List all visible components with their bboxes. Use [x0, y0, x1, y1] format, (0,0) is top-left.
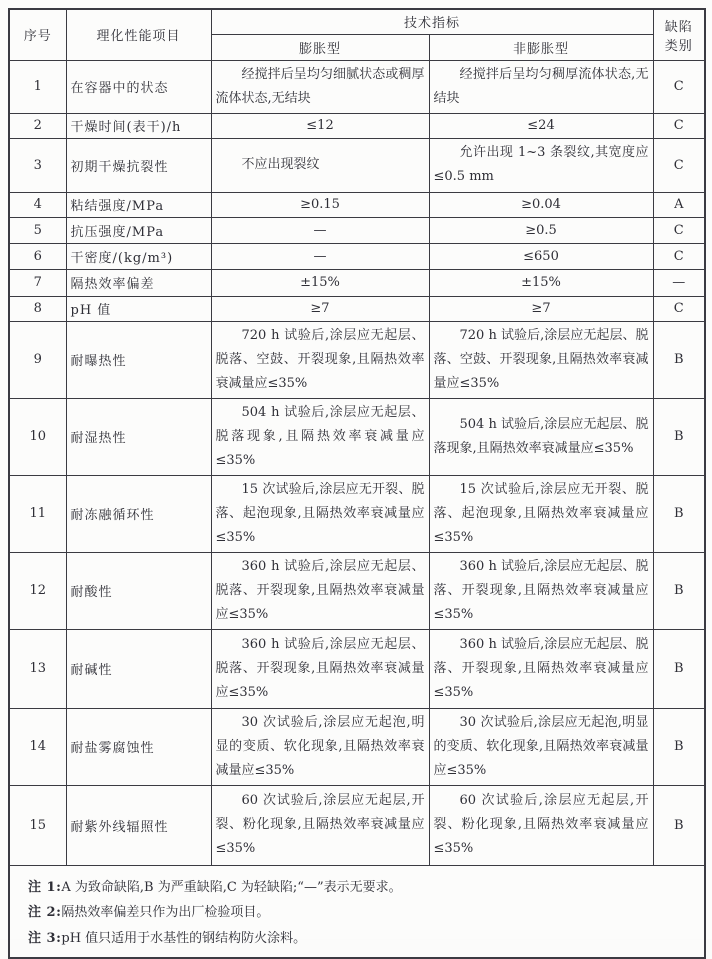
cell-non-expansion: 允许出现 1~3 条裂纹,其宽度应≤0.5 mm — [429, 138, 653, 192]
cell-defect: C — [653, 138, 705, 192]
table-row — [9, 192, 705, 217]
table-notes — [9, 865, 705, 958]
cell-item: 初期干燥抗裂性 — [66, 138, 211, 192]
cell-defect: B — [653, 708, 705, 785]
cell-serial: 11 — [9, 475, 66, 552]
note-1-text: A 为致命缺陷,B 为严重缺陷,C 为轻缺陷;“—”表示无要求。 — [61, 879, 402, 895]
table-row — [9, 60, 705, 113]
cell-item: 耐曝热性 — [66, 321, 211, 398]
cell-item: 粘结强度/MPa — [66, 192, 211, 217]
cell-serial: 12 — [9, 552, 66, 629]
cell-defect: — — [653, 269, 705, 296]
cell-non-expansion: 15 次试验后,涂层应无开裂、脱落、起泡现象,且隔热效率衰减量应≤35% — [429, 475, 653, 552]
cell-defect: C — [653, 296, 705, 321]
cell-serial: 7 — [9, 269, 66, 296]
cell-expansion: 360 h 试验后,涂层应无起层、脱落、开裂现象,且隔热效率衰减量应≤35% — [211, 629, 429, 708]
cell-serial: 8 — [9, 296, 66, 321]
cell-expansion: 360 h 试验后,涂层应无起层、脱落、开裂现象,且隔热效率衰减量应≤35% — [211, 552, 429, 629]
cell-serial: 1 — [9, 60, 66, 113]
cell-expansion: ≤12 — [211, 113, 429, 138]
cell-item: 耐碱性 — [66, 629, 211, 708]
cell-expansion: — — [211, 217, 429, 243]
cell-item: 抗压强度/MPa — [66, 217, 211, 243]
cell-item: 耐湿热性 — [66, 398, 211, 475]
notes-row — [9, 865, 705, 958]
cell-defect: B — [653, 629, 705, 708]
cell-defect: A — [653, 192, 705, 217]
cell-expansion: ≥0.15 — [211, 192, 429, 217]
table-row — [9, 321, 705, 398]
cell-serial: 3 — [9, 138, 66, 192]
cell-defect: B — [653, 475, 705, 552]
table-row — [9, 398, 705, 475]
cell-expansion: 720 h 试验后,涂层应无起层、脱落、空鼓、开裂现象,且隔热效率衰减量应≤35% — [211, 321, 429, 398]
cell-serial: 4 — [9, 192, 66, 217]
note-1 — [28, 875, 694, 901]
cell-non-expansion: 360 h 试验后,涂层应无起层、脱落、开裂现象,且隔热效率衰减量应≤35% — [429, 629, 653, 708]
cell-serial: 2 — [9, 113, 66, 138]
header-serial: 序号 — [9, 9, 66, 60]
header-row-1 — [9, 9, 705, 34]
cell-expansion: 15 次试验后,涂层应无开裂、脱落、起泡现象,且隔热效率衰减量应≤35% — [211, 475, 429, 552]
note-3-text: pH 值只适用于水基性的钢结构防火涂料。 — [61, 930, 307, 946]
cell-item: 干密度/(kg/m³) — [66, 243, 211, 269]
header-non-expansion: 非膨胀型 — [429, 34, 653, 60]
cell-expansion: 504 h 试验后,涂层应无起层、脱落现象,且隔热效率衰减量应≤35% — [211, 398, 429, 475]
table-row — [9, 475, 705, 552]
cell-serial: 10 — [9, 398, 66, 475]
table-row — [9, 296, 705, 321]
cell-item: 耐盐雾腐蚀性 — [66, 708, 211, 785]
cell-defect: C — [653, 113, 705, 138]
cell-serial: 6 — [9, 243, 66, 269]
cell-defect: B — [653, 552, 705, 629]
cell-defect: B — [653, 785, 705, 865]
cell-non-expansion: ≥0.5 — [429, 217, 653, 243]
table-row — [9, 217, 705, 243]
table-row — [9, 243, 705, 269]
cell-non-expansion: ≤24 — [429, 113, 653, 138]
cell-item: 在容器中的状态 — [66, 60, 211, 113]
cell-item: 隔热效率偏差 — [66, 269, 211, 296]
cell-defect: B — [653, 398, 705, 475]
spec-table — [8, 8, 706, 959]
cell-serial: 9 — [9, 321, 66, 398]
note-3 — [28, 926, 694, 952]
table-row — [9, 785, 705, 865]
cell-expansion: — — [211, 243, 429, 269]
cell-defect: C — [653, 243, 705, 269]
cell-serial: 14 — [9, 708, 66, 785]
cell-non-expansion: ≥0.04 — [429, 192, 653, 217]
cell-expansion: 30 次试验后,涂层应无起泡,明显的变质、软化现象,且隔热效率衰减量应≤35% — [211, 708, 429, 785]
header-defect: 缺陷类别 — [653, 9, 705, 60]
note-3-label: 注 3: — [28, 930, 62, 946]
cell-expansion: ±15% — [211, 269, 429, 296]
cell-non-expansion: 720 h 试验后,涂层应无起层、脱落、空鼓、开裂现象,且隔热效率衰减量应≤35% — [429, 321, 653, 398]
note-2 — [28, 900, 694, 926]
cell-expansion: 不应出现裂纹 — [211, 138, 429, 192]
cell-defect: B — [653, 321, 705, 398]
cell-non-expansion: ≤650 — [429, 243, 653, 269]
note-1-label: 注 1: — [28, 879, 62, 895]
cell-non-expansion: ≥7 — [429, 296, 653, 321]
table-row — [9, 138, 705, 192]
cell-defect: C — [653, 60, 705, 113]
table-row — [9, 629, 705, 708]
cell-non-expansion: 360 h 试验后,涂层应无起层、脱落、开裂现象,且隔热效率衰减量应≤35% — [429, 552, 653, 629]
cell-defect: C — [653, 217, 705, 243]
cell-item: 干燥时间(表干)/h — [66, 113, 211, 138]
cell-non-expansion: 504 h 试验后,涂层应无起层、脱落现象,且隔热效率衰减量应≤35% — [429, 398, 653, 475]
cell-expansion: ≥7 — [211, 296, 429, 321]
cell-serial: 5 — [9, 217, 66, 243]
header-tech: 技术指标 — [211, 9, 653, 34]
cell-item: 耐冻融循环性 — [66, 475, 211, 552]
header-item: 理化性能项目 — [66, 9, 211, 60]
header-expansion: 膨胀型 — [211, 34, 429, 60]
table-row — [9, 113, 705, 138]
note-2-text: 隔热效率偏差只作为出厂检验项目。 — [61, 905, 270, 920]
table-row — [9, 269, 705, 296]
cell-expansion: 60 次试验后,涂层应无起层,开裂、粉化现象,且隔热效率衰减量应≤35% — [211, 785, 429, 865]
cell-item: 耐酸性 — [66, 552, 211, 629]
note-2-label: 注 2: — [28, 905, 62, 920]
table-row — [9, 552, 705, 629]
cell-item: pH 值 — [66, 296, 211, 321]
cell-expansion: 经搅拌后呈均匀细腻状态或稠厚流体状态,无结块 — [211, 60, 429, 113]
cell-non-expansion: 30 次试验后,涂层应无起泡,明显的变质、软化现象,且隔热效率衰减量应≤35% — [429, 708, 653, 785]
cell-non-expansion: 经搅拌后呈均匀稠厚流体状态,无结块 — [429, 60, 653, 113]
table-row — [9, 708, 705, 785]
cell-non-expansion: 60 次试验后,涂层应无起层,开裂、粉化现象,且隔热效率衰减量应≤35% — [429, 785, 653, 865]
cell-serial: 13 — [9, 629, 66, 708]
cell-non-expansion: ±15% — [429, 269, 653, 296]
cell-item: 耐紫外线辐照性 — [66, 785, 211, 865]
cell-serial: 15 — [9, 785, 66, 865]
